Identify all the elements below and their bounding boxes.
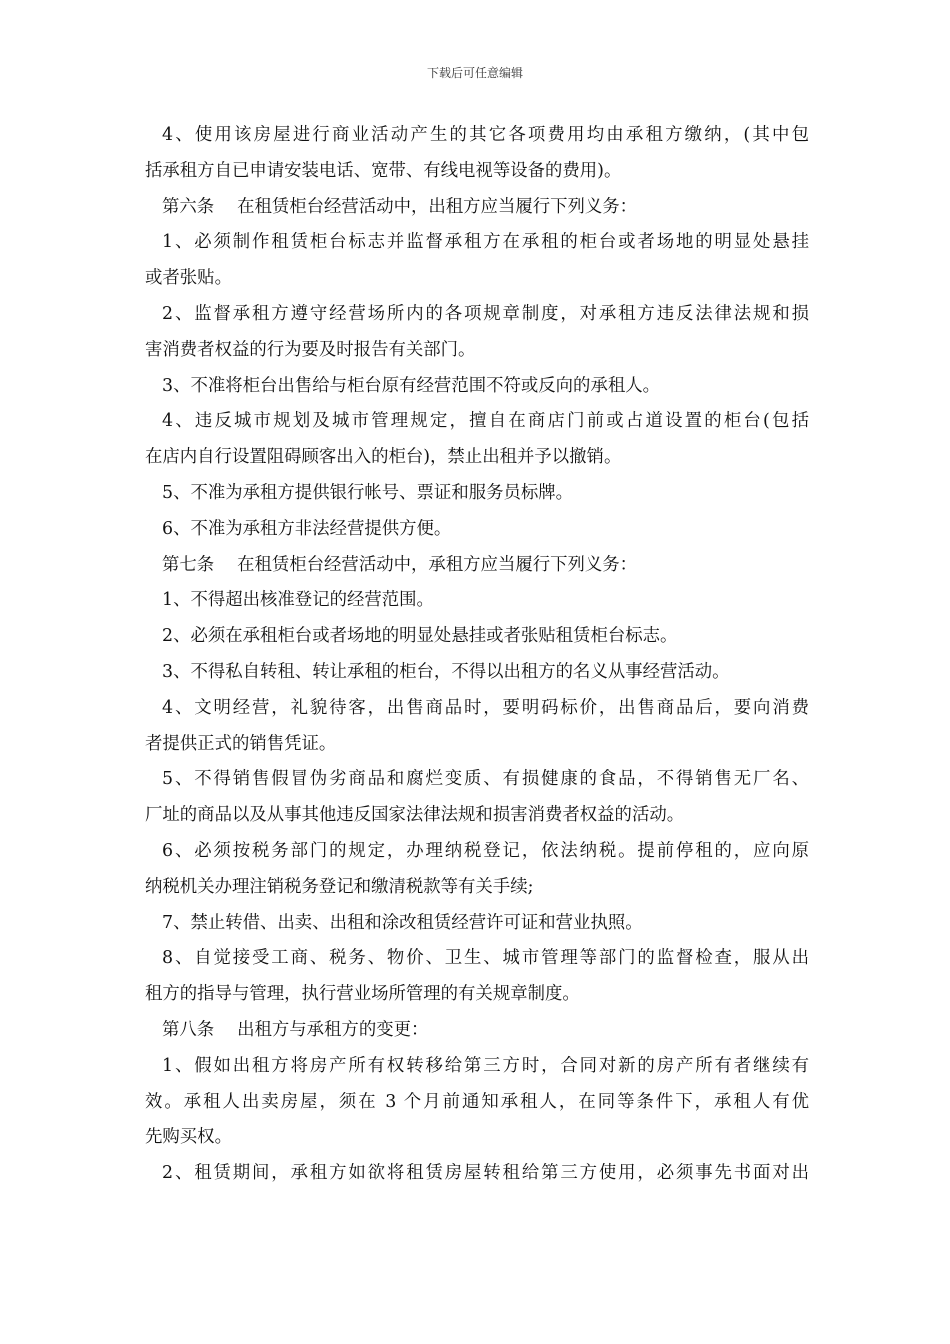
text-line: 4、使用该房屋进行商业活动产生的其它各项费用均由承租方缴纳，(其中包 bbox=[162, 125, 809, 145]
text-line: 第八条 出租方与承租方的变更： bbox=[162, 1019, 429, 1040]
text-line: 4、文明经营，礼貌待客，出售商品时，要明码标价，出售商品后，要向消费 bbox=[162, 697, 809, 718]
text-line: 者提供正式的销售凭证。 bbox=[145, 733, 337, 754]
text-line: 厂址的商品以及从事其他违反国家法律法规和损害消费者权益的活动。 bbox=[145, 805, 685, 826]
text-line: 2、监督承租方遵守经营场所内的各项规章制度，对承租方违反法律法规和损 bbox=[162, 303, 809, 324]
text-line: 6、不准为承租方非法经营提供方便。 bbox=[162, 518, 452, 539]
text-line: 3、不得私自转租、转让承租的柜台，不得以出租方的名义从事经营活动。 bbox=[162, 661, 730, 682]
text-line: 4、违反城市规划及城市管理规定，擅自在商店门前或占道设置的柜台(包括 bbox=[162, 411, 809, 432]
text-line: 7、禁止转借、出卖、出租和涂改租赁经营许可证和营业执照。 bbox=[162, 912, 643, 933]
text-line: 2、租赁期间，承租方如欲将租赁房屋转租给第三方使用，必须事先书面对出 bbox=[162, 1163, 809, 1184]
text-line: 括承租方自已申请安装电话、宽带、有线电视等设备的费用)。 bbox=[145, 160, 622, 181]
text-line: 先购买权。 bbox=[145, 1127, 232, 1148]
document-body bbox=[145, 118, 809, 1192]
text-line: 1、不得超出核准登记的经营范围。 bbox=[162, 590, 434, 611]
text-line: 或者张贴。 bbox=[145, 268, 232, 289]
text-line: 8、自觉接受工商、税务、物价、卫生、城市管理等部门的监督检查，服从出 bbox=[162, 948, 809, 969]
text-line: 纳税机关办理注销税务登记和缴清税款等有关手续; bbox=[145, 876, 534, 897]
text-line: 2、必须在承租柜台或者场地的明显处悬挂或者张贴租赁柜台标志。 bbox=[162, 626, 678, 647]
text-line: 5、不准为承租方提供银行帐号、票证和服务员标牌。 bbox=[162, 482, 574, 503]
text-line: 害消费者权益的行为要及时报告有关部门。 bbox=[145, 339, 476, 360]
text-line: 6、必须按税务部门的规定，办理纳税登记，依法纳税。提前停租的，应向原 bbox=[162, 840, 809, 861]
text-line: 效。承租人出卖房屋，须在 3 个月前通知承租人，在同等条件下，承租人有优 bbox=[145, 1091, 809, 1112]
text-line: 第七条 在租赁柜台经营活动中，承租方应当履行下列义务： bbox=[162, 554, 638, 575]
text-line: 5、不得销售假冒伪劣商品和腐烂变质、有损健康的食品，不得销售无厂名、 bbox=[162, 769, 809, 790]
text-line: 1、必须制作租赁柜台标志并监督承租方在承租的柜台或者场地的明显处悬挂 bbox=[162, 232, 809, 253]
text-line: 1、假如出租方将房产所有权转移给第三方时，合同对新的房产所有者继续有 bbox=[162, 1055, 809, 1076]
text-line: 租方的指导与管理，执行营业场所管理的有关规章制度。 bbox=[145, 984, 580, 1005]
text-line: 在店内自行设置阻碍顾客出入的柜台)，禁止出租并予以撤销。 bbox=[145, 447, 622, 468]
text-line: 第六条 在租赁柜台经营活动中，出租方应当履行下列义务： bbox=[162, 196, 638, 217]
page-header: 下载后可任意编辑 bbox=[426, 66, 523, 80]
text-line: 3、不准将柜台出售给与柜台原有经营范围不符或反向的承租人。 bbox=[162, 375, 661, 396]
